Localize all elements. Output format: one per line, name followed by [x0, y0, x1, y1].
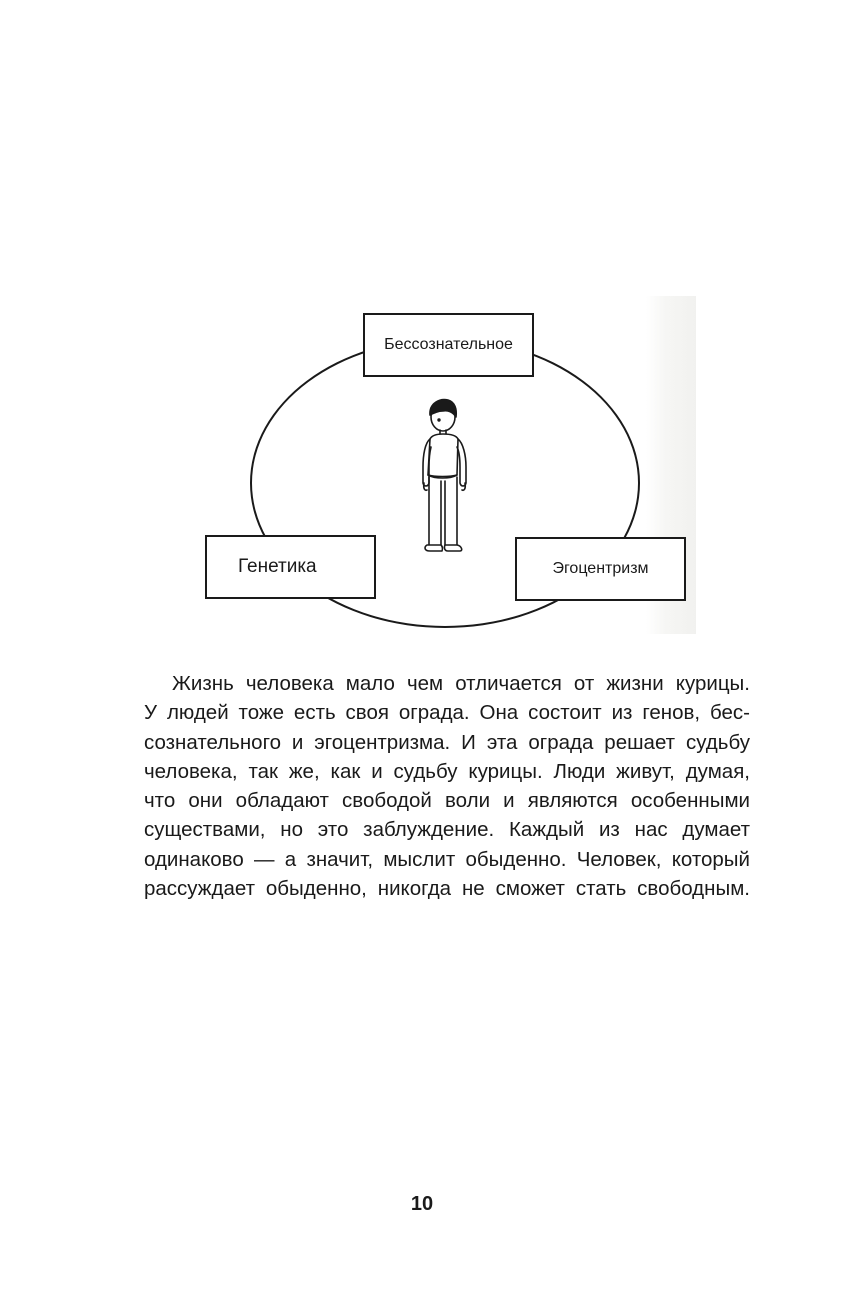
- paragraph-line: рассуждает обыденно, никогда не сможет стать свободным.: [144, 877, 750, 901]
- paragraph-line: что они обладают свободой воли и являются особенными: [144, 789, 750, 813]
- egocentrism-box: [515, 537, 686, 601]
- body-paragraph: [144, 669, 750, 903]
- genetics-box: [205, 535, 376, 599]
- egocentrism-label: Эгоцентризм: [552, 560, 649, 577]
- unconscious-box: [363, 313, 534, 377]
- standing-person-icon: [410, 395, 480, 555]
- paragraph-line: человека, так же, как и судьбу курицы. Люди живут, думая,: [144, 759, 750, 783]
- paragraph-line: существами, но это заблуждение. Каждый из нас думает: [144, 818, 750, 842]
- paragraph-line: одинаково — а значит, мыслит обыденно. Человек, который: [144, 847, 750, 871]
- unconscious-label: Бессознательное: [384, 336, 513, 353]
- paragraph-line: У людей тоже есть своя ограда. Она состоит из генов, бес-: [144, 701, 750, 725]
- paragraph-line: Жизнь человека мало чем отличается от жизни курицы.: [172, 672, 750, 695]
- page-number: 10: [410, 1193, 434, 1215]
- genetics-label: Генетика: [238, 556, 317, 577]
- paragraph-line: сознательного и эгоцентризма. И эта ограда решает судьбу: [144, 730, 750, 754]
